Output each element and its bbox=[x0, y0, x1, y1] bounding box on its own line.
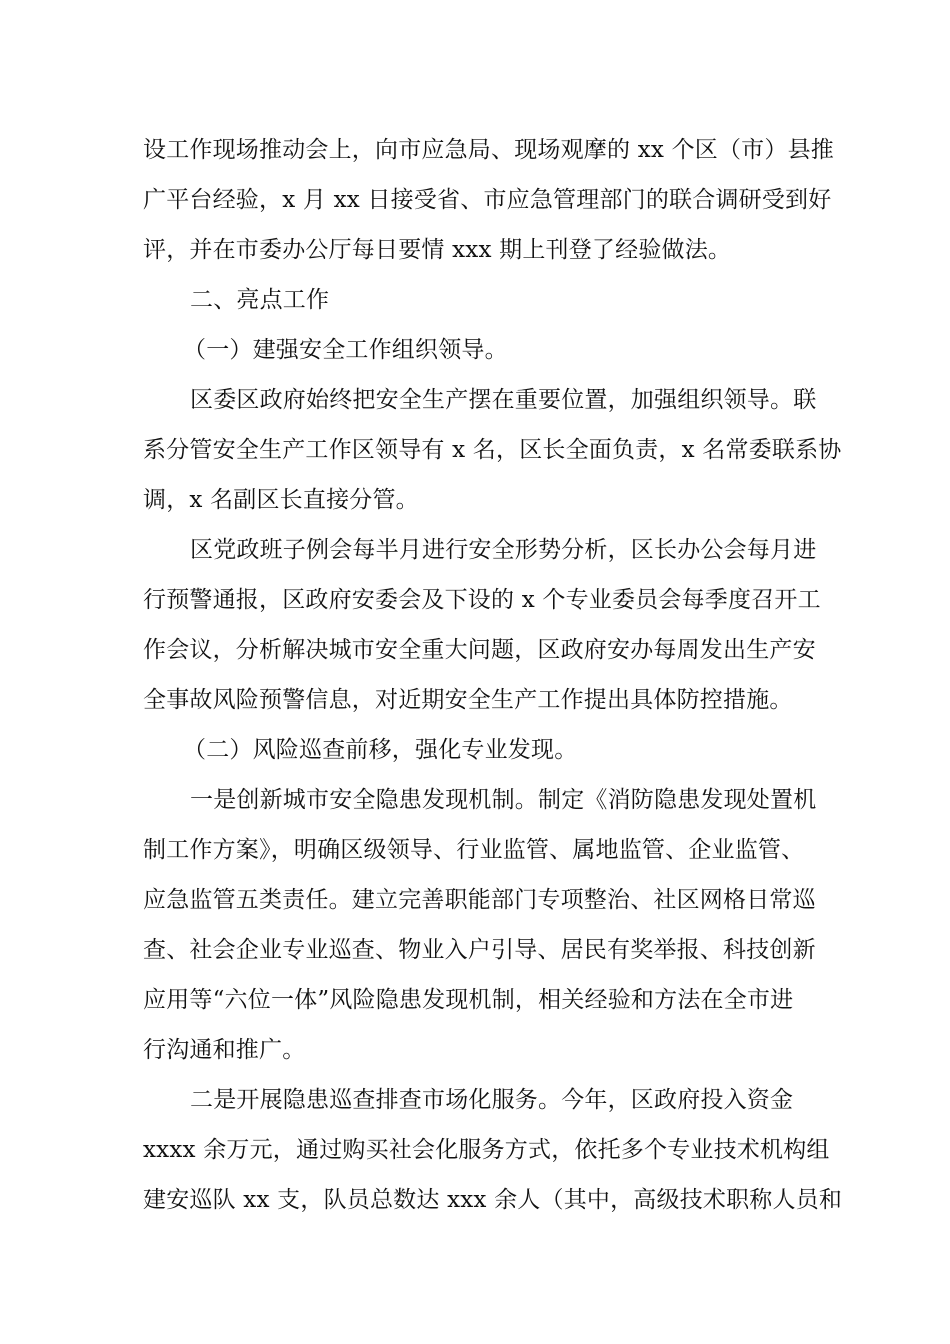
body-text-line: 调，x 名副区长直接分管。 bbox=[143, 487, 419, 513]
body-text-line: 二是开展隐患巡查排查市场化服务。今年，区政府投入资金 bbox=[190, 1087, 794, 1113]
body-text-line: 系分管安全生产工作区领导有 x 名，区长全面负责，x 名常委联系协 bbox=[143, 437, 842, 463]
body-text-line: 全事故风险预警信息，对近期安全生产工作提出具体防控措施。 bbox=[143, 687, 793, 713]
body-text-line: 应用等“六位一体”风险隐患发现机制，相关经验和方法在全市进 bbox=[143, 987, 794, 1013]
body-text-line: 评，并在市委办公厅每日要情 xxx 期上刊登了经验做法。 bbox=[143, 237, 732, 263]
body-text-line: xxxx 余万元，通过购买社会化服务方式，依托多个专业技术机构组 bbox=[143, 1137, 830, 1163]
body-text-line: 应急监管五类责任。建立完善职能部门专项整治、社区网格日常巡 bbox=[143, 887, 816, 913]
body-text-line: 制工作方案》，明确区级领导、行业监管、属地监管、企业监管、 bbox=[143, 837, 805, 863]
body-text-line: 作会议，分析解决城市安全重大问题，区政府安办每周发出生产安 bbox=[143, 637, 816, 663]
body-text-line: 行沟通和推广。 bbox=[143, 1037, 306, 1063]
body-text-line: 一是创新城市安全隐患发现机制。制定《消防隐患发现处置机 bbox=[190, 787, 817, 813]
body-text-line: 广平台经验，x 月 xx 日接受省、市应急管理部门的联合调研受到好 bbox=[143, 187, 832, 213]
subsection-heading: （一）建强安全工作组织领导。 bbox=[183, 337, 508, 363]
subsection-heading: （二）风险巡查前移，强化专业发现。 bbox=[183, 737, 578, 763]
body-text-line: 建安巡队 xx 支，队员总数达 xxx 余人（其中，高级技术职称人员和 bbox=[143, 1187, 843, 1213]
body-text-line: 查、社会企业专业巡查、物业入户引导、居民有奖举报、科技创新 bbox=[143, 937, 816, 963]
section-heading: 二、亮点工作 bbox=[190, 287, 330, 313]
body-text-line: 设工作现场推动会上，向市应急局、现场观摩的 xx 个区（市）县推 bbox=[143, 137, 834, 163]
body-text-line: 行预警通报，区政府安委会及下设的 x 个专业委员会每季度召开工 bbox=[143, 587, 821, 613]
body-text-line: 区党政班子例会每半月进行安全形势分析，区长办公会每月进 bbox=[190, 537, 817, 563]
body-text-line: 区委区政府始终把安全生产摆在重要位置，加强组织领导。联 bbox=[190, 387, 817, 413]
